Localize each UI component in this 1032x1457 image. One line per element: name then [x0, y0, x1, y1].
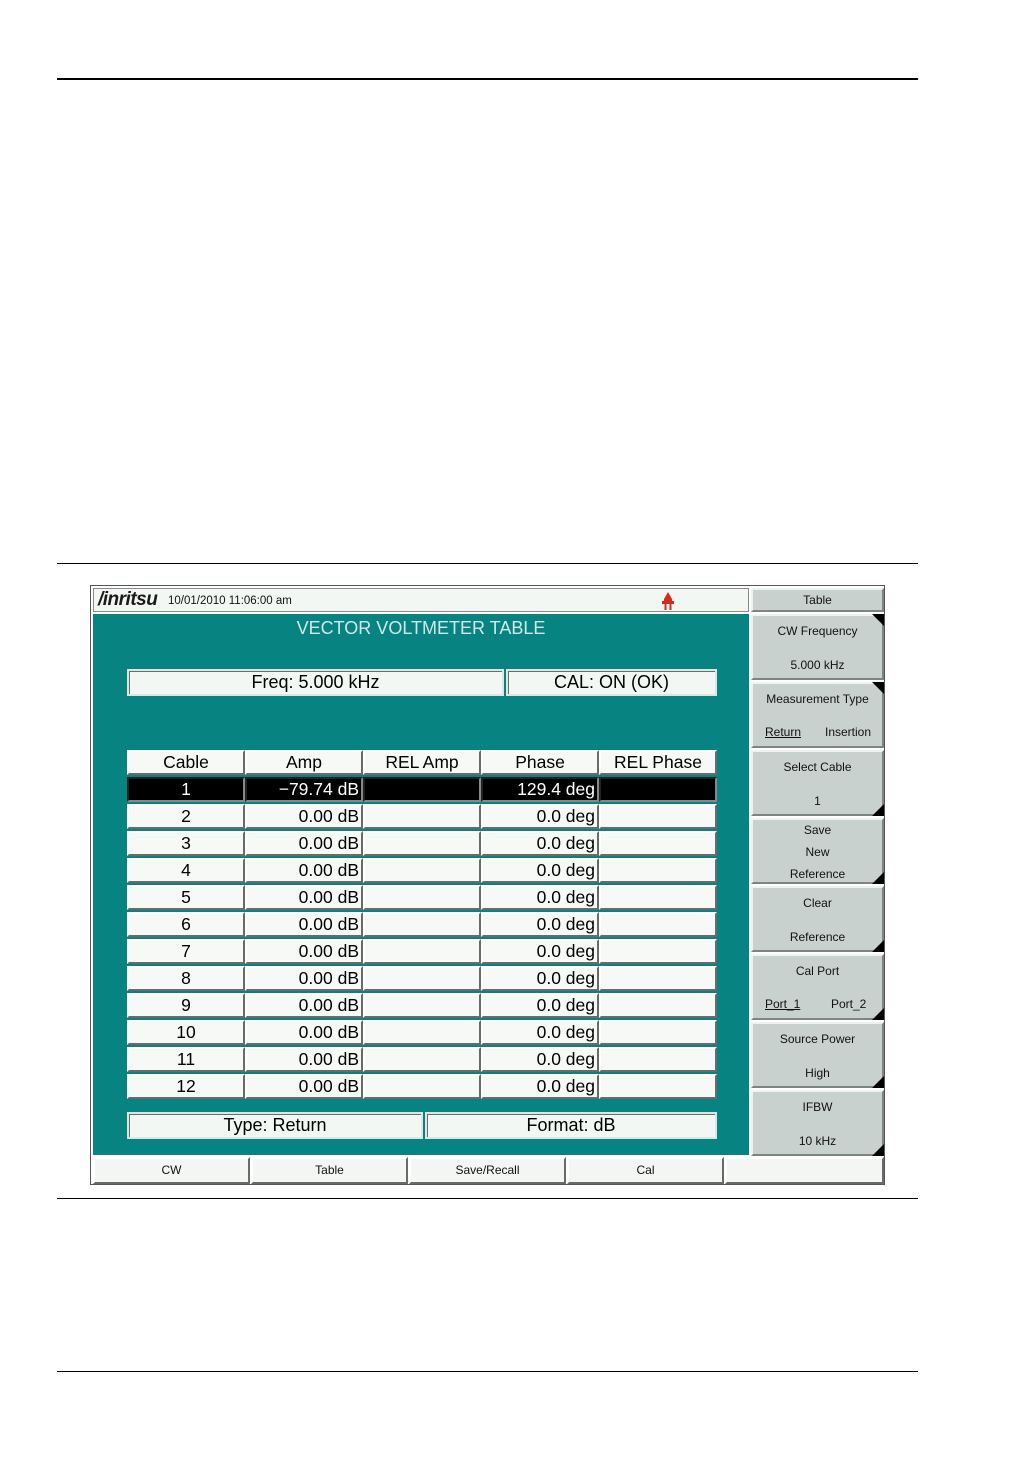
- softkey-label: CW Frequency: [777, 624, 858, 638]
- cell-rel-phase: [599, 939, 717, 964]
- softkey-label: IFBW: [802, 1100, 833, 1114]
- menu-cw-button[interactable]: CW: [93, 1157, 250, 1184]
- option-port1: Port_1: [765, 997, 801, 1011]
- cell-rel-phase: [599, 885, 717, 910]
- header-amp: Amp: [245, 750, 363, 775]
- menu-save-recall-button[interactable]: Save/Recall: [409, 1157, 566, 1184]
- clear-reference-softkey[interactable]: [751, 886, 884, 952]
- cell-amp: 0.00 dB: [245, 993, 363, 1018]
- cell-phase: 0.0 deg: [481, 912, 599, 937]
- cell-amp: 0.00 dB: [245, 1047, 363, 1072]
- header-cable: Cable: [127, 750, 245, 775]
- cell-rel-amp: [363, 804, 481, 829]
- instrument-screen: [90, 585, 885, 1185]
- cell-cable: 8: [127, 966, 245, 991]
- page-top-rule: [57, 78, 918, 80]
- cell-rel-phase: [599, 777, 717, 802]
- cell-amp: 0.00 dB: [245, 966, 363, 991]
- softkey-value: High: [805, 1066, 830, 1080]
- option-return: Return: [765, 725, 802, 739]
- cell-cable: 4: [127, 858, 245, 883]
- menu-title-label: Table: [803, 593, 832, 607]
- softkey-line2: Reference: [789, 930, 846, 944]
- cell-phase: 0.0 deg: [481, 1047, 599, 1072]
- softkey-label: Measurement Type: [766, 692, 869, 706]
- header-phase: Phase: [481, 750, 599, 775]
- cell-rel-amp: [363, 885, 481, 910]
- cell-amp: 0.00 dB: [245, 858, 363, 883]
- cell-amp: 0.00 dB: [245, 804, 363, 829]
- menu-table-button[interactable]: Table: [251, 1157, 408, 1184]
- cell-rel-amp: [363, 939, 481, 964]
- cal-port-softkey[interactable]: [751, 954, 884, 1020]
- menu-blank-button[interactable]: [725, 1157, 884, 1184]
- cell-phase: 0.0 deg: [481, 804, 599, 829]
- option-insertion: Insertion: [825, 725, 872, 739]
- format-display: Format: dB: [425, 1112, 717, 1139]
- menu-cal-button[interactable]: Cal: [567, 1157, 724, 1184]
- measurement-area: [93, 614, 749, 1155]
- cell-rel-phase: [599, 993, 717, 1018]
- cell-rel-phase: [599, 966, 717, 991]
- cell-rel-phase: [599, 831, 717, 856]
- softkey-line1: Clear: [803, 896, 832, 910]
- option-port2: Port_2: [831, 997, 867, 1011]
- cell-amp: 0.00 dB: [245, 912, 363, 937]
- cell-rel-phase: [599, 1074, 717, 1099]
- cell-phase: 129.4 deg: [481, 777, 599, 802]
- power-plug-icon: [659, 591, 677, 611]
- cell-rel-amp: [363, 1074, 481, 1099]
- select-cable-softkey[interactable]: [751, 750, 884, 816]
- cell-cable: 2: [127, 804, 245, 829]
- cell-cable: 10: [127, 1020, 245, 1045]
- status-bar: [93, 588, 749, 612]
- cell-phase: 0.0 deg: [481, 1074, 599, 1099]
- submenu-arrow-icon: [872, 1008, 884, 1020]
- header-rel-phase: REL Phase: [599, 750, 717, 775]
- cell-rel-amp: [363, 912, 481, 937]
- cell-phase: 0.0 deg: [481, 885, 599, 910]
- ifbw-softkey[interactable]: [751, 1090, 884, 1156]
- datetime: 10/01/2010 11:06:00 am: [168, 595, 292, 607]
- cell-rel-phase: [599, 858, 717, 883]
- source-power-softkey[interactable]: [751, 1022, 884, 1088]
- cell-cable: 11: [127, 1047, 245, 1072]
- softkey-value: 10 kHz: [798, 1134, 837, 1148]
- cell-rel-phase: [599, 1047, 717, 1072]
- frequency-display: Freq: 5.000 kHz: [127, 669, 504, 696]
- cell-cable: 9: [127, 993, 245, 1018]
- cell-cable: 6: [127, 912, 245, 937]
- page-title: VECTOR VOLTMETER TABLE: [296, 618, 546, 638]
- cell-cable: 1: [127, 777, 245, 802]
- cell-rel-amp: [363, 1047, 481, 1072]
- cell-amp: 0.00 dB: [245, 1020, 363, 1045]
- menu-title: [751, 588, 884, 612]
- softkey-label: Cal Port: [795, 964, 840, 978]
- softkey-label: Select Cable: [783, 760, 852, 774]
- cell-phase: 0.0 deg: [481, 939, 599, 964]
- cell-rel-phase: [599, 804, 717, 829]
- softkey-line3: Reference: [789, 867, 846, 881]
- cell-phase: 0.0 deg: [481, 1020, 599, 1045]
- cell-amp: 0.00 dB: [245, 1074, 363, 1099]
- softkey-line1: Save: [803, 823, 832, 837]
- cell-amp: 0.00 dB: [245, 939, 363, 964]
- cell-phase: 0.0 deg: [481, 858, 599, 883]
- cell-cable: 7: [127, 939, 245, 964]
- cell-rel-amp: [363, 1020, 481, 1045]
- cell-rel-amp: [363, 966, 481, 991]
- cell-rel-phase: [599, 1020, 717, 1045]
- cell-cable: 3: [127, 831, 245, 856]
- cell-phase: 0.0 deg: [481, 831, 599, 856]
- brand-logo: /inritsu: [98, 589, 158, 610]
- cell-rel-amp: [363, 993, 481, 1018]
- softkey-label: Source Power: [779, 1032, 856, 1046]
- cell-cable: 12: [127, 1074, 245, 1099]
- softkey-value: 1: [814, 794, 821, 808]
- cell-rel-amp: [363, 777, 481, 802]
- softkey-value: 5.000 kHz: [790, 658, 845, 672]
- cell-rel-amp: [363, 858, 481, 883]
- cell-phase: 0.0 deg: [481, 993, 599, 1018]
- cell-cable: 5: [127, 885, 245, 910]
- softkey-line2: New: [805, 845, 830, 859]
- cell-amp: −79.74 dB: [245, 777, 363, 802]
- figure-bottom-rule: [57, 1198, 918, 1199]
- save-new-reference-softkey[interactable]: [751, 818, 884, 884]
- main-menu-bar: [93, 1157, 884, 1184]
- figure-top-rule: [57, 563, 918, 564]
- cell-amp: 0.00 dB: [245, 831, 363, 856]
- cell-amp: 0.00 dB: [245, 885, 363, 910]
- type-display: Type: Return: [127, 1112, 423, 1139]
- cell-phase: 0.0 deg: [481, 966, 599, 991]
- measurement-type-softkey[interactable]: [751, 682, 884, 748]
- cell-rel-phase: [599, 912, 717, 937]
- page-bottom-rule: [57, 1371, 918, 1372]
- header-rel-amp: REL Amp: [363, 750, 481, 775]
- cell-rel-amp: [363, 831, 481, 856]
- cw-frequency-softkey[interactable]: [751, 614, 884, 680]
- cal-status: CAL: ON (OK): [506, 669, 717, 696]
